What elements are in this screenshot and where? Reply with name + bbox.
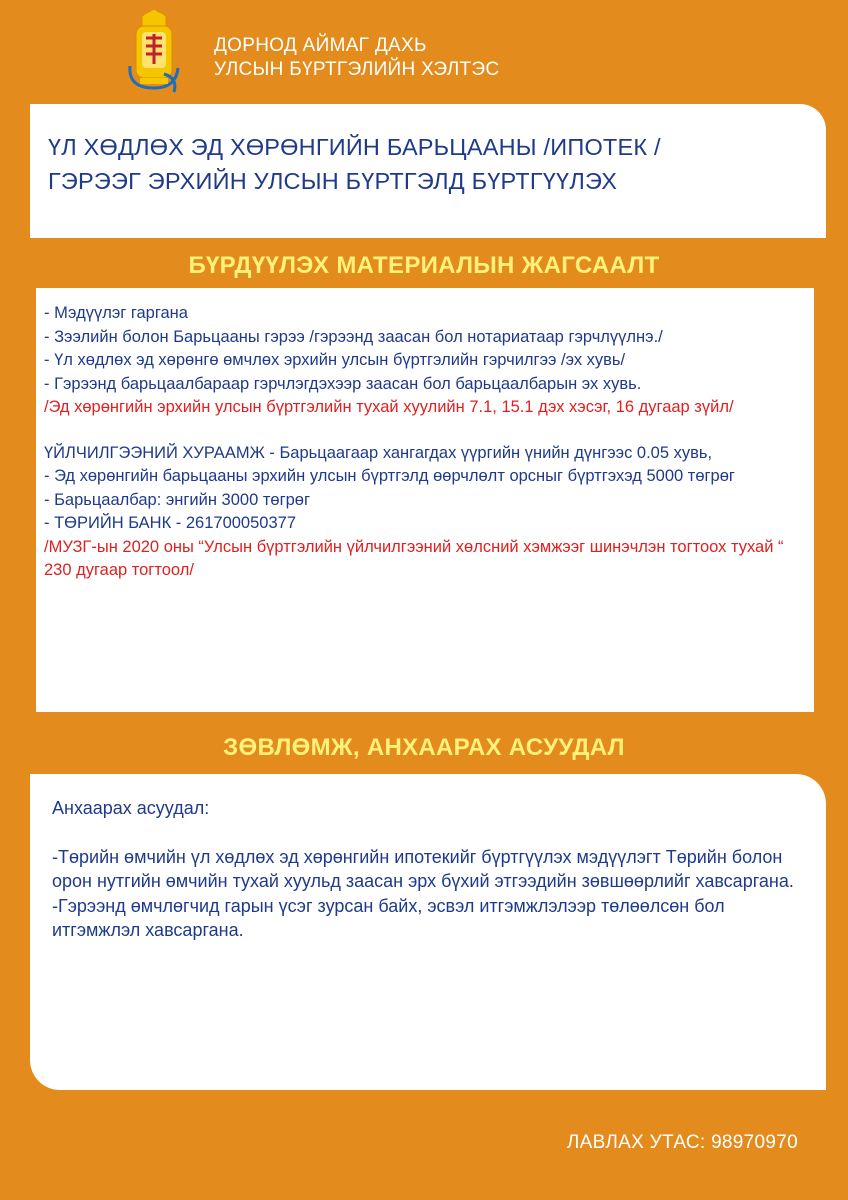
resolution-reference: /МУЗГ-ын 2020 оны “Улсын бүртгэлийн үйлчилгээний хөлсний хэмжээг шинэчлэн тогтоох тухай “ 230 дугаар тогтоол/ [44, 537, 784, 579]
material-item: - Мэдүүлэг гаргана [44, 304, 188, 322]
bank-account: - ТӨРИЙН БАНК - 261700050377 [44, 514, 296, 532]
emblem-logo [124, 8, 184, 94]
material-item: - Зээлийн болон Барьцааны гэрээ /гэрээнд заасан бол нотариатаар гэрчлүүлнэ./ [44, 327, 663, 346]
org-name-line2: УЛСЫН БҮРТГЭЛИЙН ХЭЛТЭС [214, 59, 500, 80]
material-item: - Үл хөдлөх эд хөрөнгө өмчлөх эрхийн улсын бүртгэлийн гэрчилгээ /эх хувь/ [44, 351, 626, 369]
law-reference: /Эд хөрөнгийн эрхийн улсын бүртгэлийн тухай хуулийн 7.1, 15.1 дэх хэсэг, 16 дугаар зүйл/ [44, 398, 734, 416]
materials-heading: БҮРДҮҮЛЭХ МАТЕРИАЛЫН ЖАГСААЛТ [188, 252, 660, 279]
org-name-line1: ДОРНОД АЙМАГ ДАХЬ [214, 35, 427, 56]
fee-item: - Барьцаалбар: энгийн 3000 төгрөг [44, 490, 310, 509]
material-item: - Гэрээнд барьцаалбараар гэрчлэгдэхээр заасан бол барьцаалбарын эх хувь. [44, 374, 642, 393]
advice-paragraph: -Төрийн өмчийн үл хөдлөх эд хөрөнгийн ипотекийг бүртгүүлэх мэдүүлэгт Төрийн болон орон нутгийн өмчийн тухай хуульд заасан эрх бүхий этгээдийн зөвшөөрлийг хавсаргана. [52, 846, 794, 891]
advice-heading: ЗӨВЛӨМЖ, АНХААРАХ АСУУДАЛ [223, 734, 625, 761]
fee-item: ҮЙЛЧИЛГЭЭНИЙ ХУРААМЖ - Барьцаагаар хангагдах үүргийн үнийн дүнгээс 0.05 хувь, [44, 443, 713, 462]
title-line1: ҮЛ ХӨДЛӨХ ЭД ХӨРӨНГИЙН БАРЬЦААНЫ /ИПОТЕК / [48, 134, 661, 160]
materials-panel [36, 288, 814, 712]
page-title [48, 130, 808, 198]
fee-item: - Эд хөрөнгийн барьцааны эрхийн улсын бүртгэлд өөрчлөлт орсныг бүртгэхэд 5000 төгрөг [44, 467, 735, 485]
advice-panel [30, 774, 826, 1090]
advice-paragraph: -Гэрээнд өмчлөгчид гарын үсэг зурсан байх, эсвэл итгэмжлэлээр төлөөлсөн бол итгэмжлэл хавсаргана. [52, 895, 725, 940]
reference-phone: ЛАВЛАХ УТАС: 98970970 [566, 1132, 798, 1153]
title-line2: ГЭРЭЭГ ЭРХИЙН УЛСЫН БҮРТГЭЛД БҮРТГҮҮЛЭХ [48, 168, 618, 194]
title-panel [30, 104, 826, 238]
advice-label: Анхаарах асуудал: [52, 798, 210, 818]
